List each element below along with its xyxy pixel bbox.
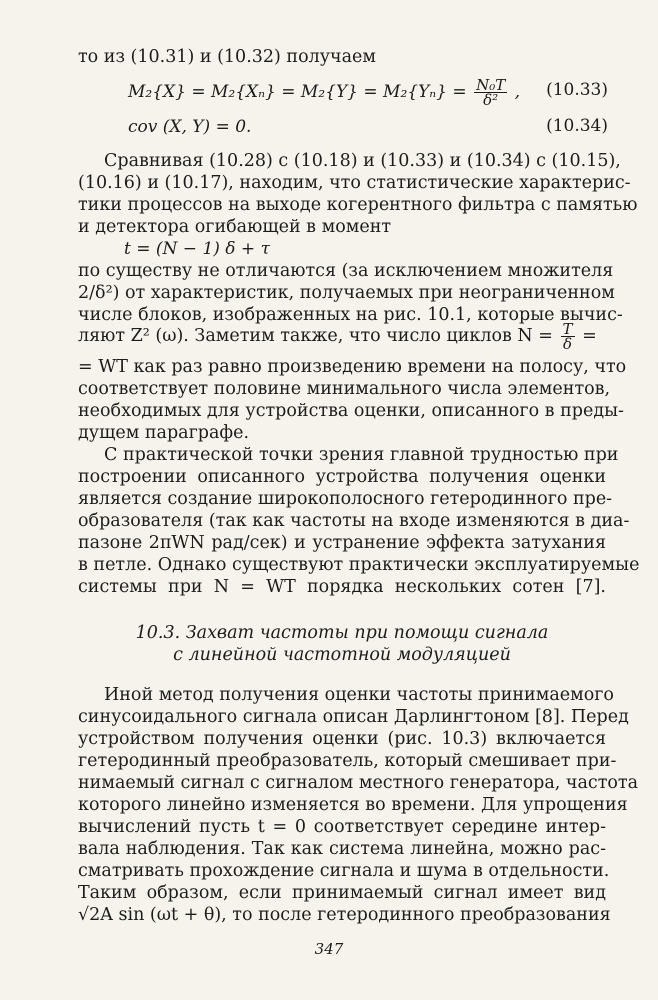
fraction-numerator: T [562,320,573,338]
paragraph-line: вала наблюдения. Так как система линейна, можно рас- [78,839,606,859]
fraction-numerator: N₀T [476,76,506,94]
paragraph-line: √2A sin (ωt + θ), то после гетеродинного преобразования [78,905,611,925]
paragraph-line: = WT как раз равно произведению времени на полосу, что [78,357,627,377]
paragraph-line: системы при N = WT порядка нескольких сотен [7]. [78,577,606,597]
paragraph-line: гетеродинный преобразователь, который смешивает при- [78,751,617,771]
paragraph-line: Сравнивая (10.28) с (10.18) и (10.33) и (10.34) с (10.15), [104,151,621,171]
paragraph-line: построении описанного устройства получения оценки [78,467,606,487]
equation-number-10-33: (10.33) [546,80,608,100]
paragraph-line: является создание широкополосного гетеродинного пре- [78,489,613,509]
equation-10-33 [128,78,520,107]
intro-line: то из (10.31) и (10.32) получаем [78,47,376,67]
paragraph-line: синусоидального сигнала описан Дарлингтоном [8]. Перед [78,707,629,727]
fraction-denominator: δ² [483,91,499,109]
fraction-line-after: = [582,326,597,346]
paragraph-line: и детектора огибающей в момент [78,217,392,237]
paragraph-line: в петле. Однако существуют практически эксплуатируемые [78,555,640,575]
equation-10-33-body: M₂{X} = M₂{Xₙ} = M₂{Y} = M₂{Yₙ} = [128,82,467,102]
section-heading-line-2: с линейной частотной модуляцией [173,645,511,665]
fraction-denominator: δ [563,335,573,353]
paragraph-line: нимаемый сигнал с сигналом местного генератора, частота [78,773,639,793]
equation-number-10-34: (10.34) [546,116,608,136]
equation-10-33-tail: , [514,82,521,102]
paragraph-line: вычислений пусть t = 0 соответствует середине интер- [78,817,606,837]
equation-10-33-fraction [474,78,507,107]
paragraph-line: С практической точки зрения главной трудностью при [104,445,619,465]
paragraph-line: числе блоков, изображенных на рис. 10.1, которые вычис- [78,305,623,325]
paragraph-line: образователя (так как частоты на входе изменяются в диа- [78,511,630,531]
cycles-fraction [561,322,575,351]
fraction-line-before: ляют Z² (ω). Заметим также, что число циклов N = [78,326,553,346]
paragraph-line: необходимых для устройства оценки, описанного в преды- [78,401,624,421]
paragraph-line: устройством получения оценки (рис. 10.3) включается [78,729,606,749]
equation-10-34: cov (X, Y) = 0. [128,117,252,137]
paragraph-line: которого линейно изменяется во времени. Для упрощения [78,795,628,815]
paragraph-line: (10.16) и (10.17), находим, что статистические характерис- [78,173,631,193]
paragraph-line: Таким образом, если принимаемый сигнал имеет вид [78,883,606,903]
paragraph-line: соответствует половине минимального числа элементов, [78,379,611,399]
equation-moment: t = (N − 1) δ + τ [124,239,270,259]
paragraph-line-with-fraction [78,322,597,351]
page-number: 347 [314,940,344,958]
paragraph-line: по существу не отличаются (за исключением множителя [78,261,614,281]
paragraph-line: Иной метод получения оценки частоты принимаемого [104,685,614,705]
section-heading-line-1: 10.3. Захват частоты при помощи сигнала [135,623,549,643]
paragraph-line: дущем параграфе. [78,423,250,443]
paragraph-line: тики процессов на выходе когерентного фильтра с памятью [78,195,638,215]
paragraph-line: пазоне 2πWN рад/сек) и устранение эффекта затухания [78,533,606,553]
paragraph-line: сматривать прохождение сигнала и шума в отдельности. [78,861,610,881]
paragraph-line: 2/δ²) от характеристик, получаемых при неограниченном [78,283,615,303]
